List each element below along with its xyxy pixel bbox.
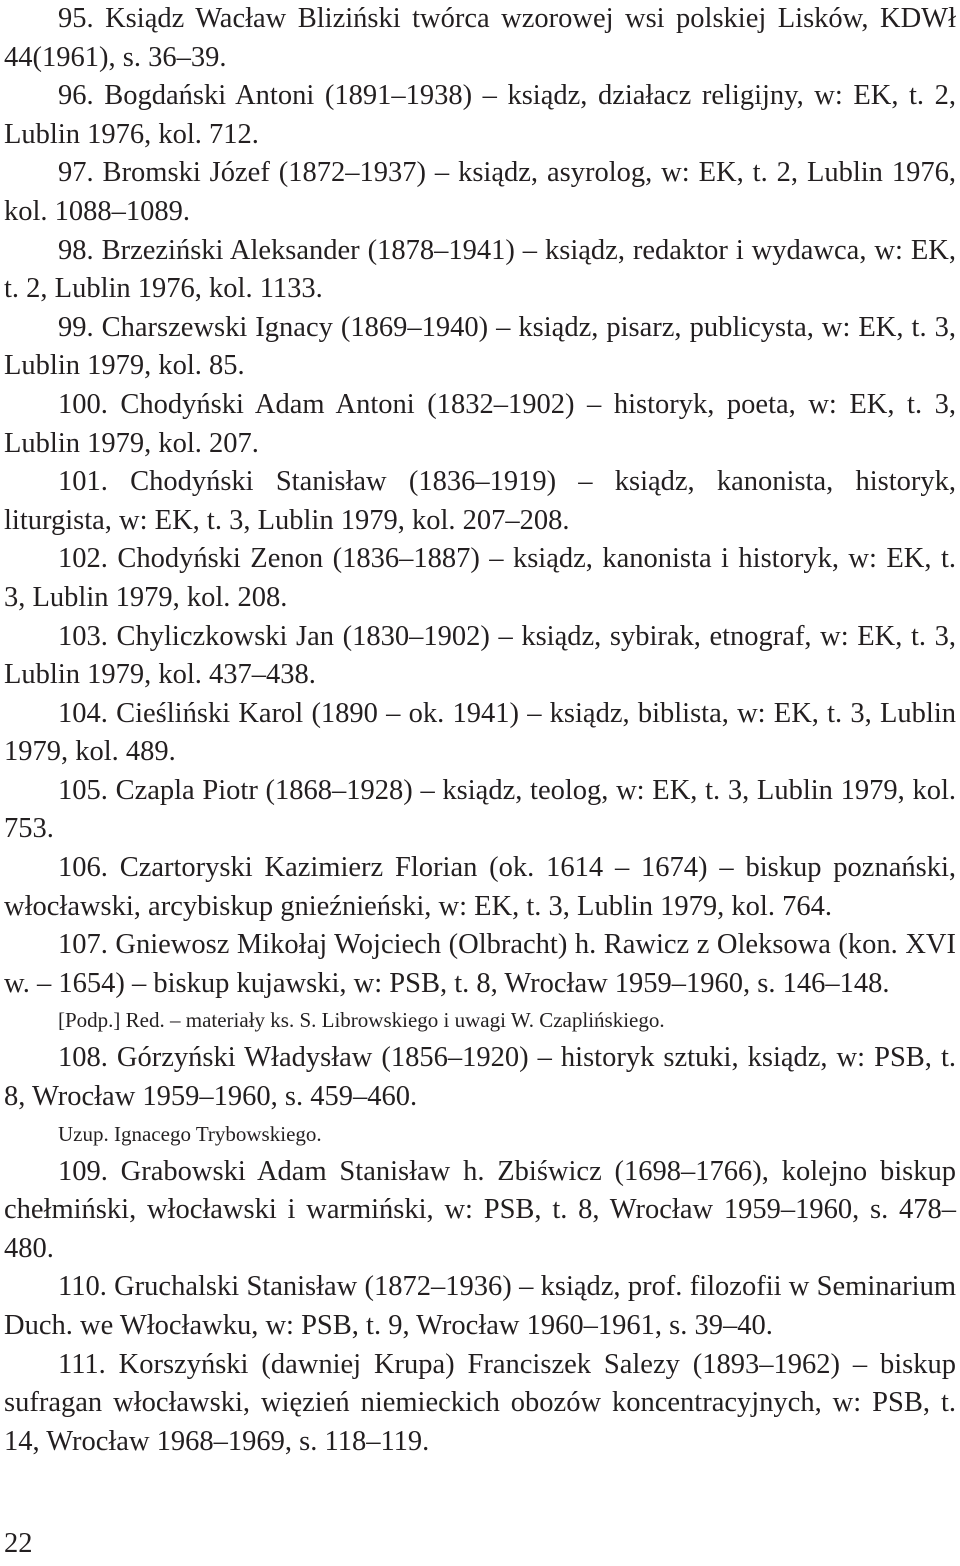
bibliography-entry-108: 108. Górzyński Władysław (1856–1920) – historyk sztuki, ksiądz, w: PSB, t. 8, Wrocław 1959–1960, s. 459–460. <box>4 1042 956 1113</box>
bibliography-entry-110: 110. Gruchalski Stanisław (1872–1936) – ksiądz, prof. filozofii w Seminarium Duch. we Włocławku, w: PSB, t. 9, Wrocław 1960–1961, s. 39–40. <box>4 1271 956 1341</box>
bibliography-entry-111: 111. Korszyński (dawniej Krupa) Franciszek Salezy (1893–1962) – biskup sufragan włocławski, więzień niemieckich obozów koncentracyjnych, w: PSB, t. 14, Wrocław 1968–1969, s. 118–119. <box>4 1348 956 1457</box>
bibliography-entry-98: 98. Brzeziński Aleksander (1878–1941) – ksiądz, redaktor i wydawca, w: EK, t. 2, Lublin 1976, kol. 1133. <box>4 234 956 305</box>
bibliography-entry-96: 96. Bogdański Antoni (1891–1938) – ksiądz, działacz religijny, w: EK, t. 2, Lublin 1976, kol. 712. <box>4 80 956 150</box>
editorial-note-107: [Podp.] Red. – materiały ks. S. Librowskiego i uwagi W. Czaplińskiego. <box>58 1008 665 1033</box>
editorial-note-108: Uzup. Ignacego Trybowskiego. <box>58 1121 322 1146</box>
bibliography-list <box>4 0 956 1461</box>
bibliography-entry-99: 99. Charszewski Ignacy (1869–1940) – ksiądz, pisarz, publicysta, w: EK, t. 3, Lublin 1979, kol. 85. <box>4 311 956 382</box>
bibliography-entry-107: 107. Gniewosz Mikołaj Wojciech (Olbracht) h. Rawicz z Oleksowa (kon. XVI w. – 1654) – biskup kujawski, w: PSB, t. 8, Wrocław 1959–1960, s. 146–148. <box>4 929 956 999</box>
bibliography-entry-109: 109. Grabowski Adam Stanisław h. Zbiświcz (1698–1766), kolejno biskup chełmiński, włocławski i warmiński, w: PSB, t. 8, Wrocław 1959–1960, s. 478–480. <box>4 1155 956 1264</box>
bibliography-entry-103: 103. Chyliczkowski Jan (1830–1902) – ksiądz, sybirak, etnograf, w: EK, t. 3, Lublin 1979, kol. 437–438. <box>4 620 956 691</box>
page-number: 22 <box>4 1528 33 1559</box>
bibliography-entry-104: 104. Cieśliński Karol (1890 – ok. 1941) – ksiądz, biblista, w: EK, t. 3, Lublin 1979, kol. 489. <box>4 697 956 768</box>
bibliography-entry-106: 106. Czartoryski Kazimierz Florian (ok. 1614 – 1674) – biskup poznański, włocławski, arcybiskup gnieźnieński, w: EK, t. 3, Lublin 1979, kol. 764. <box>4 852 956 922</box>
bibliography-entry-100: 100. Chodyński Adam Antoni (1832–1902) – historyk, poeta, w: EK, t. 3, Lublin 1979, kol. 207. <box>4 388 956 459</box>
bibliography-entry-101: 101. Chodyński Stanisław (1836–1919) – ksiądz, kanonista, historyk, liturgista, w: EK, t. 3, Lublin 1979, kol. 207–208. <box>4 466 956 536</box>
bibliography-entry-105: 105. Czapla Piotr (1868–1928) – ksiądz, teolog, w: EK, t. 3, Lublin 1979, kol. 753. <box>4 774 956 845</box>
bibliography-entry-97: 97. Bromski Józef (1872–1937) – ksiądz, asyrolog, w: EK, t. 2, Lublin 1976, kol. 1088–1089. <box>4 157 956 227</box>
bibliography-entry-102: 102. Chodyński Zenon (1836–1887) – ksiądz, kanonista i historyk, w: EK, t. 3, Lublin 1979, kol. 208. <box>4 543 956 613</box>
bibliography-entry-95: 95. Ksiądz Wacław Bliziński twórca wzorowej wsi polskiej Lisków, KDWł 44(1961), s. 36–39. <box>4 3 956 73</box>
